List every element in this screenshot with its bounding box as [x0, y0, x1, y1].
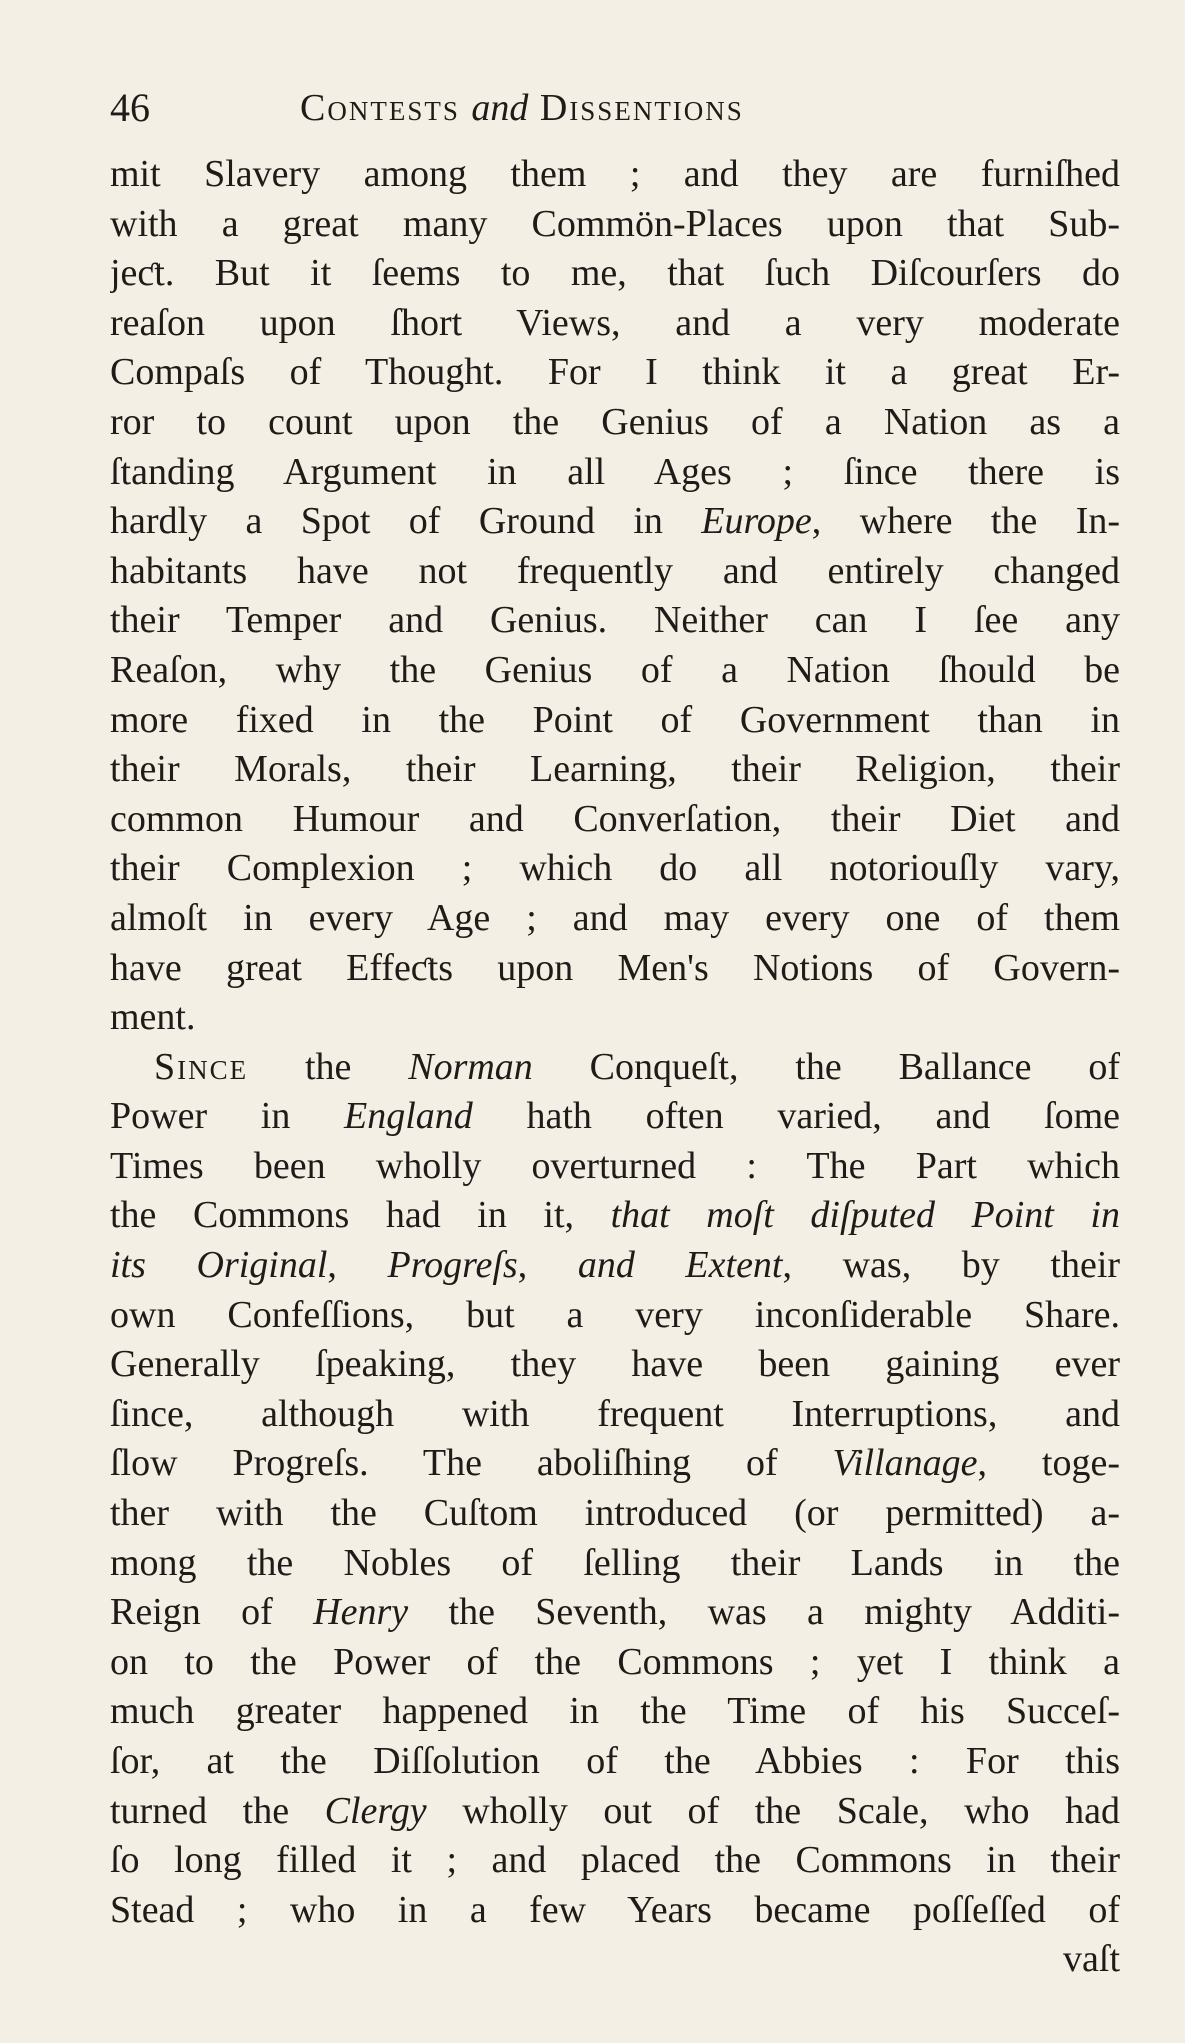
- text-line: mit Slavery among them ; and they are furniſhed: [110, 153, 1120, 195]
- text-line: Power in England hath often varied, and ſome: [110, 1095, 1120, 1138]
- text-line: ſo long filled it ; and placed the Commons in their: [110, 1839, 1120, 1882]
- text-line: jeƈt. But it ſeems to me, that ſuch Diſcourſers do: [110, 252, 1120, 295]
- running-head: [300, 84, 744, 132]
- page-header: [110, 70, 1120, 140]
- small-caps-word: Since: [154, 1045, 249, 1088]
- text-line: ment.: [110, 996, 196, 1039]
- running-head-italic: and: [471, 87, 529, 129]
- text-line: their Complexion ; which do all notoriouſly vary,: [110, 847, 1120, 890]
- text-line: ſince, although with frequent Interruptions, and: [110, 1392, 1120, 1435]
- text-line: more fixed in the Point of Government than in: [110, 698, 1120, 741]
- text-line: hardly a Spot of Ground in Europe, where the In-: [110, 500, 1120, 543]
- catchword: vaſt: [1063, 1938, 1120, 1981]
- text-line: their Morals, their Learning, their Religion, their: [110, 748, 1120, 791]
- text-line: Generally ſpeaking, they have been gaining ever: [110, 1343, 1120, 1386]
- text-line: with a great many Commön-Places upon that Sub-: [110, 202, 1120, 245]
- text-line: Reign of Henry the Seventh, was a mighty Additi-: [110, 1591, 1120, 1634]
- text-line: mong the Nobles of ſelling their Lands in the: [110, 1541, 1120, 1584]
- text-line: their Temper and Genius. Neither can I ſee any: [110, 599, 1120, 642]
- text-line: ſor, at the Diſſolution of the Abbies : For this: [110, 1740, 1120, 1782]
- running-head-part2: Dissentions: [528, 87, 744, 129]
- text-line: Stead ; who in a few Years became poſſeſſed of: [110, 1888, 1120, 1931]
- text-line: the Commons had in it, that moſt diſputed Point in: [110, 1194, 1120, 1237]
- text-line: much greater happened in the Time of his Succeſ-: [110, 1690, 1120, 1733]
- text-line: ther with the Cuſtom introduced (or permitted) a-: [110, 1492, 1120, 1535]
- running-head-part1: Contests: [300, 87, 472, 129]
- text-line: common Humour and Converſation, their Diet and: [110, 797, 1120, 840]
- text-line: Compaſs of Thought. For I think it a great Er-: [110, 351, 1120, 394]
- text-line: Times been wholly overturned : The Part which: [110, 1144, 1120, 1187]
- book-page: [110, 70, 1120, 2010]
- paragraph-start-line: Since the Norman Conqueſt, the Ballance of: [154, 1045, 1120, 1088]
- text-line: almoſt in every Age ; and may every one of them: [110, 896, 1120, 939]
- text-line: on to the Power of the Commons ; yet I think a: [110, 1640, 1120, 1683]
- italic-place-name: Europe: [701, 500, 812, 543]
- page-number: 46: [110, 85, 150, 130]
- text-line: habitants have not frequently and entirely changed: [110, 549, 1120, 592]
- text-line: ſlow Progreſs. The aboliſhing of Villanage, toge-: [110, 1442, 1120, 1485]
- text-line: have great Effeƈts upon Men's Notions of Govern-: [110, 946, 1120, 989]
- text-line: reaſon upon ſhort Views, and a very moderate: [110, 301, 1120, 344]
- body-text: [110, 150, 1120, 1985]
- text-line: turned the Clergy wholly out of the Scale, who had: [110, 1789, 1120, 1832]
- text-line: ror to count upon the Genius of a Nation as a: [110, 400, 1120, 443]
- text-line: its Original, Progreſs, and Extent, was, by their: [110, 1244, 1120, 1287]
- text-line: Reaſon, why the Genius of a Nation ſhould be: [110, 648, 1120, 691]
- text-line: ſtanding Argument in all Ages ; ſince there is: [110, 450, 1120, 493]
- text-line: own Confeſſions, but a very inconſiderable Share.: [110, 1293, 1120, 1336]
